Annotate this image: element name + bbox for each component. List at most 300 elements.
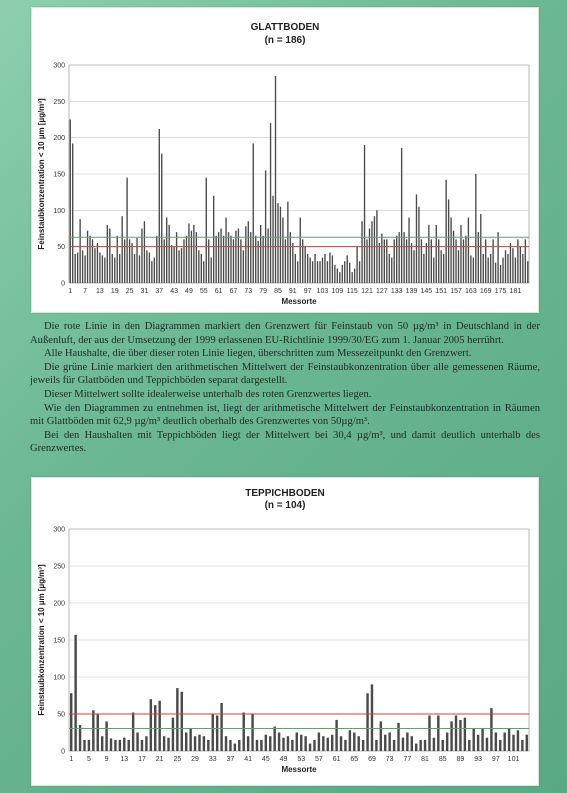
chart-subtitle: (n = 104) — [264, 500, 306, 511]
data-bar — [520, 247, 521, 283]
data-bar — [260, 740, 262, 751]
data-bar — [445, 180, 446, 283]
data-bar — [517, 239, 518, 283]
data-bar — [353, 733, 355, 752]
x-tick-label: 81 — [421, 756, 429, 763]
data-bar — [94, 248, 95, 283]
paragraph: Die grüne Linie markiert den arithmetischen Mittelwert der Feinstaubkonzentration über alle gemessenen Räume, jeweils für Glattböden und Teppichböden separat dargestellt. — [30, 361, 540, 387]
data-bar — [356, 247, 357, 283]
data-bar — [262, 236, 263, 283]
data-bar — [490, 708, 492, 751]
data-bar — [486, 738, 488, 751]
data-bar — [251, 714, 253, 751]
data-bar — [194, 736, 196, 751]
chart-title: GLATTBODEN — [250, 22, 320, 33]
data-bar — [75, 254, 76, 283]
data-bar — [497, 232, 498, 283]
data-bar — [433, 258, 434, 283]
data-bar — [459, 720, 461, 751]
x-tick-label: 53 — [297, 756, 306, 763]
data-bar — [381, 234, 382, 283]
data-bar — [287, 736, 289, 751]
data-bar — [166, 218, 167, 283]
data-bar — [211, 258, 212, 283]
x-tick-label: 151 — [435, 288, 448, 295]
data-bar — [163, 736, 165, 751]
data-bar — [525, 239, 526, 283]
x-tick-label: 43 — [170, 288, 179, 295]
x-tick-label: 41 — [244, 756, 253, 763]
paragraph: Dieser Mittelwert sollte idealerweise unterhalb des roten Grenzwertes liegen. — [44, 388, 372, 400]
data-bar — [322, 258, 323, 283]
data-bar — [359, 261, 360, 283]
data-bar — [107, 225, 108, 283]
data-bar — [278, 733, 280, 752]
y-tick-label: 200 — [53, 600, 65, 608]
data-bar — [402, 738, 404, 751]
data-bar — [275, 76, 276, 283]
data-bar — [70, 693, 72, 751]
data-bar — [319, 261, 320, 283]
x-tick-label: 175 — [494, 288, 507, 295]
data-bar — [72, 143, 73, 283]
data-bar — [295, 254, 296, 283]
data-bar — [150, 699, 152, 751]
x-tick-label: 121 — [361, 288, 373, 295]
x-tick-label: 21 — [155, 756, 164, 763]
data-bar — [478, 232, 479, 283]
y-tick-label: 150 — [53, 637, 65, 645]
data-bar — [186, 236, 187, 283]
x-tick-label: 85 — [274, 288, 282, 295]
data-bar — [287, 202, 288, 283]
data-bar — [216, 715, 218, 751]
data-bar — [510, 243, 511, 283]
data-bar — [250, 232, 251, 283]
data-bar — [415, 744, 417, 751]
data-bar — [304, 736, 306, 751]
data-bar — [101, 736, 103, 751]
data-bar — [178, 250, 179, 283]
data-bar — [344, 261, 345, 283]
data-bar — [290, 232, 291, 283]
data-bar — [522, 254, 523, 283]
data-bar — [220, 703, 222, 751]
x-tick-label: 33 — [208, 756, 217, 763]
y-tick-label: 300 — [53, 62, 65, 70]
data-bar — [258, 241, 259, 283]
data-bar — [129, 239, 130, 283]
data-bar — [366, 693, 368, 751]
data-bar — [207, 740, 209, 751]
x-tick-label: 55 — [199, 288, 208, 295]
data-bar — [512, 248, 513, 283]
data-bar — [260, 225, 261, 283]
data-bar — [354, 268, 355, 283]
data-bar — [393, 740, 395, 751]
data-bar — [136, 238, 137, 283]
data-bar — [234, 744, 236, 751]
data-bar — [384, 239, 385, 283]
data-bar — [141, 229, 142, 284]
data-bar — [139, 255, 140, 283]
data-bar — [255, 236, 256, 283]
data-bar — [406, 733, 408, 752]
data-bar — [450, 721, 452, 751]
data-bar — [442, 740, 444, 751]
data-bar — [282, 218, 283, 283]
data-bar — [423, 254, 424, 283]
data-bar — [121, 216, 122, 283]
data-bar — [488, 258, 489, 283]
x-tick-label: 145 — [420, 288, 433, 295]
data-bar — [380, 721, 382, 751]
data-bar — [526, 735, 528, 751]
data-bar — [208, 239, 209, 283]
data-bar — [114, 740, 116, 751]
data-bar — [242, 713, 244, 751]
data-bar — [225, 736, 227, 751]
data-bar — [89, 236, 90, 283]
x-axis-title: Messorte — [281, 765, 317, 774]
data-bar — [154, 258, 155, 283]
x-tick-label: 109 — [331, 288, 344, 295]
data-bar — [248, 221, 249, 283]
data-bar — [344, 740, 346, 751]
data-bar — [191, 231, 192, 283]
data-bar — [468, 218, 469, 283]
x-tick-label: 29 — [191, 756, 199, 763]
data-bar — [475, 174, 476, 283]
data-bar — [428, 225, 429, 283]
data-bar — [512, 735, 514, 751]
data-bar — [443, 254, 444, 283]
data-bar — [171, 245, 172, 283]
data-bar — [238, 740, 240, 751]
data-bar — [300, 218, 301, 283]
data-bar — [374, 216, 375, 283]
data-bar — [193, 225, 194, 283]
data-bar — [198, 250, 199, 283]
data-bar — [296, 733, 298, 752]
data-bar — [117, 236, 118, 283]
y-tick-label: 250 — [53, 98, 65, 106]
data-bar — [349, 263, 350, 283]
data-bar — [384, 735, 386, 751]
data-bar — [483, 254, 484, 283]
data-bar — [203, 736, 205, 751]
data-bar — [411, 736, 413, 751]
x-tick-label: 37 — [226, 756, 235, 763]
data-bar — [104, 258, 105, 283]
data-bar — [438, 239, 439, 283]
data-bar — [233, 239, 234, 283]
data-bar — [176, 232, 177, 283]
data-bar — [312, 261, 313, 283]
data-bar — [223, 236, 224, 283]
x-tick-label: 7 — [83, 288, 88, 295]
data-bar — [499, 740, 501, 751]
data-bar — [411, 243, 412, 283]
data-bar — [291, 740, 293, 751]
data-bar — [329, 252, 330, 283]
data-bar — [495, 733, 497, 752]
y-tick-label: 300 — [53, 526, 65, 534]
data-bar — [235, 231, 236, 283]
data-bar — [109, 229, 110, 284]
data-bar — [379, 243, 380, 283]
data-bar — [92, 239, 93, 283]
data-bar — [132, 713, 134, 751]
y-tick-label: 50 — [57, 711, 65, 719]
data-bar — [270, 123, 271, 283]
bar-chart-glattboden — [32, 8, 538, 312]
data-bar — [416, 194, 417, 283]
data-bar — [490, 254, 491, 283]
data-bar — [229, 740, 231, 751]
data-bar — [441, 250, 442, 283]
data-bar — [485, 239, 486, 283]
data-bar — [335, 720, 337, 751]
data-bar — [406, 239, 407, 283]
data-bar — [507, 254, 508, 283]
data-bar — [468, 740, 470, 751]
data-bar — [391, 258, 392, 283]
data-bar — [183, 239, 184, 283]
data-bar — [141, 740, 143, 751]
data-bar — [424, 740, 426, 751]
x-tick-label: 133 — [390, 288, 403, 295]
data-bar — [206, 178, 207, 283]
y-tick-label: 0 — [61, 280, 65, 288]
data-bar — [265, 170, 266, 283]
x-tick-label: 139 — [405, 288, 418, 295]
data-bar — [277, 203, 278, 283]
x-tick-label: 19 — [110, 288, 119, 295]
data-bar — [77, 252, 78, 283]
data-bar — [500, 265, 501, 283]
data-bar — [314, 254, 315, 283]
data-bar — [403, 232, 404, 283]
data-bar — [371, 684, 373, 751]
data-bar — [114, 258, 115, 283]
data-bar — [340, 736, 342, 751]
y-tick-label: 150 — [53, 171, 65, 179]
data-bar — [173, 247, 174, 283]
data-bar — [145, 736, 147, 751]
data-bar — [309, 744, 311, 751]
data-bar — [505, 250, 506, 283]
data-bar — [149, 252, 150, 283]
data-bar — [465, 236, 466, 283]
data-bar — [313, 740, 315, 751]
data-bar — [220, 229, 221, 284]
data-bar — [164, 239, 165, 283]
data-bar — [502, 258, 503, 283]
data-bar — [240, 239, 241, 283]
data-bar — [437, 715, 439, 751]
x-tick-label: 69 — [368, 756, 376, 763]
data-bar — [189, 729, 191, 751]
data-bar — [97, 243, 98, 283]
data-bar — [349, 730, 351, 751]
data-bar — [455, 239, 456, 283]
x-tick-label: 77 — [403, 756, 412, 763]
data-bar — [521, 740, 523, 751]
data-bar — [230, 236, 231, 283]
data-bar — [110, 738, 112, 751]
data-bar — [88, 740, 90, 751]
data-bar — [269, 736, 271, 751]
data-bar — [371, 221, 372, 283]
data-bar — [334, 265, 335, 283]
data-bar — [215, 236, 216, 283]
data-bar — [168, 225, 169, 283]
data-bar — [450, 218, 451, 283]
data-bar — [362, 740, 364, 751]
x-tick-label: 13 — [96, 288, 104, 295]
data-bar — [146, 250, 147, 283]
data-bar — [332, 255, 333, 283]
x-tick-label: 101 — [507, 756, 520, 763]
x-tick-label: 85 — [438, 756, 447, 763]
data-bar — [369, 229, 370, 284]
x-tick-label: 17 — [138, 756, 146, 763]
y-tick-label: 100 — [53, 207, 65, 215]
x-tick-label: 181 — [509, 288, 522, 295]
x-tick-label: 9 — [104, 756, 109, 763]
x-tick-label: 25 — [125, 288, 134, 295]
x-tick-label: 163 — [465, 288, 477, 295]
chart-subtitle: (n = 186) — [264, 35, 306, 46]
data-bar — [151, 261, 152, 283]
data-bar — [228, 232, 229, 283]
data-bar — [127, 740, 129, 751]
data-bar — [158, 701, 160, 751]
x-tick-label: 61 — [214, 288, 223, 295]
x-tick-label: 61 — [332, 756, 341, 763]
x-tick-label: 1 — [69, 756, 74, 763]
x-tick-label: 93 — [474, 756, 483, 763]
data-bar — [433, 738, 435, 751]
data-bar — [448, 199, 449, 283]
paragraph: Wie den Diagrammen zu entnehmen ist, liegt der arithmetische Mittelwert der Feinstaubkonzentration in Räumen mit Glattböden mit 62,9 µg/m³ deutlich oberhalb des Grenzwertes von 50µg/m³. — [30, 402, 540, 428]
y-tick-label: 250 — [53, 563, 65, 571]
y-axis-title: Feinstaubkonzentration < 10 µm [µg/m³] — [37, 564, 46, 716]
data-bar — [495, 263, 496, 283]
x-tick-label: 73 — [244, 288, 253, 295]
data-bar — [181, 692, 183, 751]
data-bar — [419, 740, 421, 751]
data-bar — [74, 635, 76, 751]
x-tick-label: 65 — [350, 756, 359, 763]
data-bar — [317, 261, 318, 283]
data-bar — [322, 736, 324, 751]
data-bar — [347, 255, 348, 283]
x-tick-label: 37 — [155, 288, 164, 295]
data-bar — [126, 178, 127, 283]
data-bar — [458, 250, 459, 283]
data-bar — [397, 723, 399, 751]
data-bar — [131, 243, 132, 283]
x-tick-label: 115 — [346, 288, 358, 295]
x-tick-label: 91 — [288, 288, 297, 295]
chart-panel-teppichboden — [31, 477, 539, 786]
paragraph: Alle Haushalte, die über dieser roten Linie liegen, überschritten zum Messezeitpunkt den Grenzwert. — [44, 348, 472, 360]
data-bar — [136, 733, 138, 752]
data-bar — [285, 239, 286, 283]
data-bar — [161, 154, 162, 283]
data-bar — [436, 225, 437, 283]
data-bar — [99, 252, 100, 283]
data-bar — [327, 261, 328, 283]
data-bar — [460, 225, 461, 283]
x-tick-label: 13 — [120, 756, 129, 763]
data-bar — [408, 218, 409, 283]
data-bar — [82, 250, 83, 283]
x-tick-label: 1 — [68, 288, 73, 295]
x-axis-title: Messorte — [281, 297, 317, 306]
data-bar — [265, 735, 267, 751]
data-bar — [375, 740, 377, 751]
data-bar — [273, 727, 275, 751]
data-bar — [515, 258, 516, 283]
x-tick-label: 103 — [316, 288, 329, 295]
x-tick-label: 79 — [259, 288, 268, 295]
data-bar — [318, 733, 320, 752]
data-bar — [247, 736, 249, 751]
x-tick-label: 5 — [86, 756, 91, 763]
data-bar — [256, 740, 258, 751]
data-bar — [337, 268, 338, 283]
x-tick-label: 169 — [479, 288, 492, 295]
y-tick-label: 200 — [53, 135, 65, 143]
data-bar — [426, 243, 427, 283]
data-bar — [280, 207, 281, 283]
data-bar — [361, 221, 362, 283]
x-tick-label: 49 — [279, 756, 288, 763]
data-bar — [282, 738, 284, 751]
data-bar — [481, 729, 483, 751]
data-bar — [102, 255, 103, 283]
data-bar — [176, 688, 178, 751]
data-bar — [253, 143, 254, 283]
data-bar — [396, 236, 397, 283]
data-bar — [386, 239, 387, 283]
y-axis-title: Feinstaubkonzentration < 10 µm [µg/m³] — [37, 98, 46, 250]
data-bar — [307, 254, 308, 283]
x-tick-label: 67 — [229, 288, 238, 295]
data-bar — [92, 710, 94, 751]
data-bar — [302, 239, 303, 283]
data-bar — [218, 232, 219, 283]
chart-panel-glattboden — [31, 7, 539, 313]
x-tick-label: 127 — [376, 288, 388, 295]
data-bar — [119, 254, 120, 283]
data-bar — [201, 254, 202, 283]
data-bar — [196, 232, 197, 283]
data-bar — [351, 272, 352, 283]
data-bar — [134, 254, 135, 283]
data-bar — [300, 735, 302, 751]
data-bar — [87, 231, 88, 283]
data-bar — [492, 239, 493, 283]
data-bar — [473, 258, 474, 283]
x-tick-label: 57 — [315, 756, 323, 763]
data-bar — [357, 736, 359, 751]
data-bar — [398, 232, 399, 283]
data-bar — [112, 254, 113, 283]
